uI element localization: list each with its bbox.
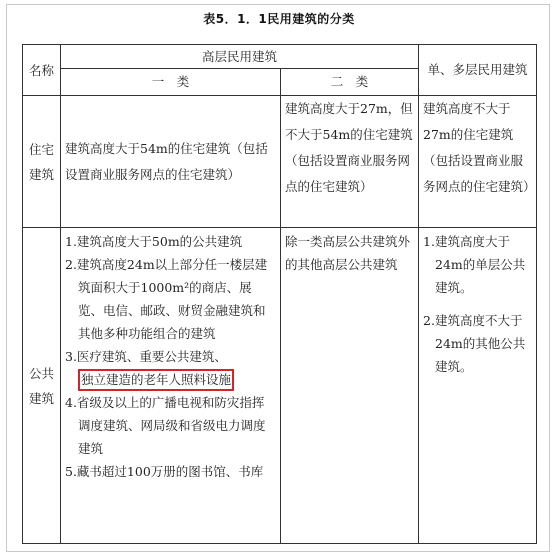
table-title: 表5．1．1民用建筑的分类 (203, 12, 355, 26)
public-single-item-2: 2.建筑高度不大于24m的其他公共建筑。 (423, 313, 526, 374)
row-residential-name: 住宅建筑 (23, 96, 61, 228)
residential-single-multi: 建筑高度不大于27m的住宅建筑（包括设置商业服务网点的住宅建筑） (419, 96, 537, 228)
residential-class-one: 建筑高度大于54m的住宅建筑（包括设置商业服务网点的住宅建筑） (61, 96, 281, 228)
header-single-multi: 单、多层民用建筑 (419, 45, 537, 96)
header-class-two: 二 类 (281, 69, 419, 96)
header-name-label: 名称 (28, 62, 54, 78)
classification-table (22, 44, 537, 544)
public-item-2: 2.建筑高度24m以上部分任一楼层建筑面积大于1000m²的商店、展览、电信、邮政、财贸金融建筑和其他多种功能组合的建筑 (65, 257, 268, 341)
header-name (23, 45, 61, 96)
public-item-5: 5.藏书超过100万册的图书馆、书库 (65, 464, 264, 479)
header-high-rise: 高层民用建筑 (61, 45, 419, 69)
public-item-4: 4.省级及以上的广播电视和防灾指挥调度建筑、网局级和省级电力调度建筑 (65, 395, 266, 456)
public-single-multi (419, 228, 537, 544)
public-single-item-1: 1.建筑高度大于24m的单层公共建筑。 (423, 234, 526, 295)
header-class-one: 一 类 (61, 69, 281, 96)
public-item-3-text: 3.医疗建筑、重要公共建筑、 (65, 349, 227, 364)
highlighted-elderly-care-text: 独立建造的老年人照料设施 (78, 369, 234, 391)
public-item-3 (65, 345, 276, 391)
public-class-two: 除一类高层公共建筑外的其他高层公共建筑 (281, 228, 419, 544)
public-item-1: 1.建筑高度大于50m的公共建筑 (65, 234, 243, 249)
public-class-one (61, 228, 281, 544)
row-public-name: 公共建筑 (23, 228, 61, 544)
residential-class-two: 建筑高度大于27m，但不大于54m的住宅建筑（包括设置商业服务网点的住宅建筑） (281, 96, 419, 228)
